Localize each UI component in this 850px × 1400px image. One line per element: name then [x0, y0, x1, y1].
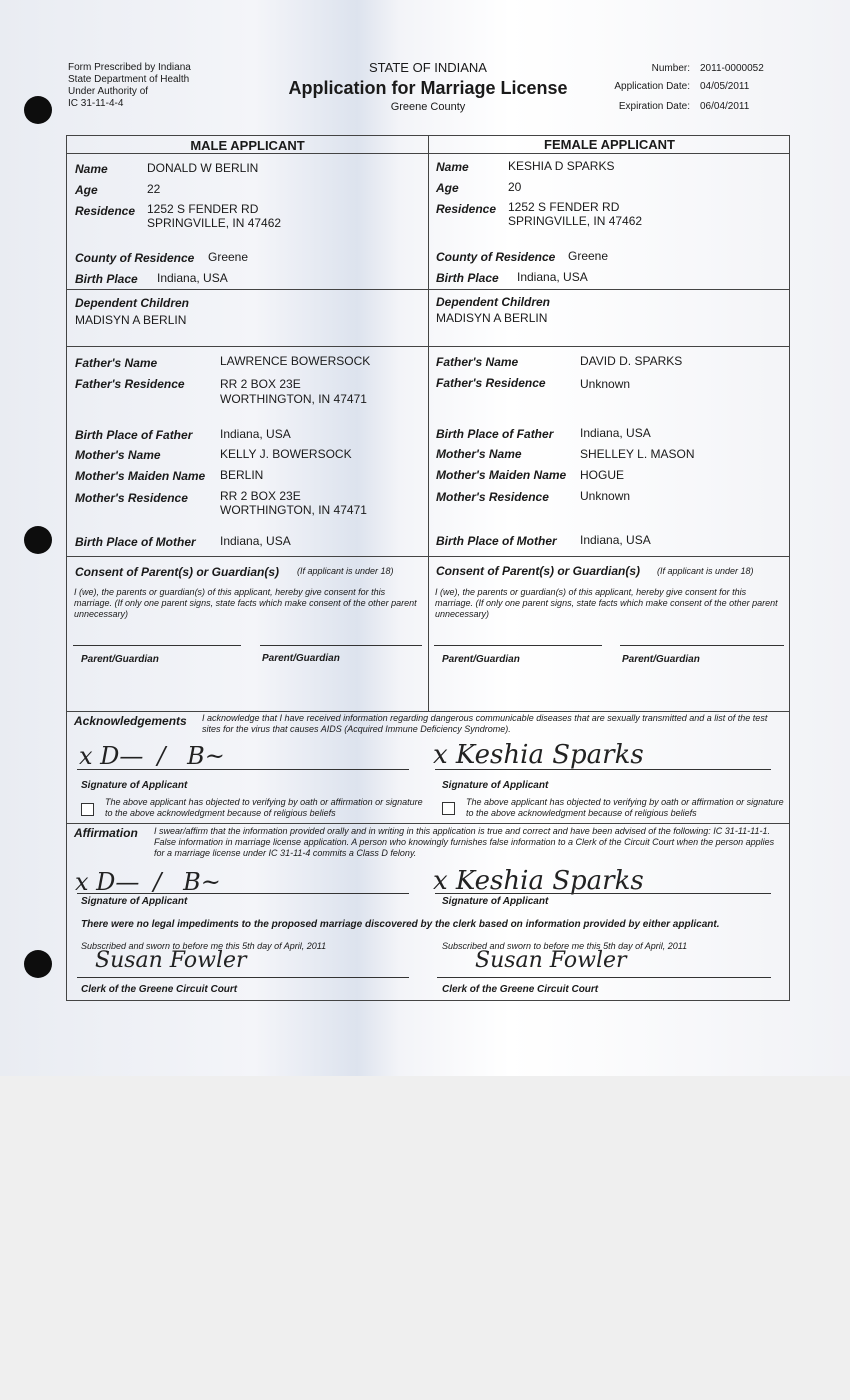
- religious-objection-checkbox[interactable]: [81, 803, 94, 816]
- male-birth-place: Indiana, USA: [157, 271, 228, 285]
- signature-line: [77, 769, 409, 770]
- objection-text: The above applicant has objected to verifying by oath or affirmation or signature to the above acknowledgment because of religious beliefs: [466, 797, 784, 818]
- father-residence-label: Father's Residence: [75, 377, 185, 391]
- dependents-label: Dependent Children: [436, 295, 551, 309]
- app-date-label: Application Date:: [614, 81, 690, 92]
- signature-label: Signature of Applicant: [81, 896, 188, 907]
- mother-residence-label: Mother's Residence: [436, 490, 549, 504]
- female-mother-maiden: HOGUE: [580, 468, 625, 482]
- female-name: KESHIA D SPARKS: [508, 159, 615, 173]
- male-father-residence-line2: WORTHINGTON, IN 47471: [220, 392, 367, 406]
- clerk-signature: Susan Fowler: [95, 948, 247, 973]
- sworn-statement: Subscribed and sworn to before me this 5th day of April, 2011: [442, 941, 688, 951]
- male-signature: x D—/ B~: [79, 742, 225, 770]
- male-father-name: LAWRENCE BOWERSOCK: [220, 354, 371, 368]
- male-heading: MALE APPLICANT: [190, 138, 305, 153]
- affirmation-label: Affirmation: [74, 826, 138, 840]
- signature-line: [437, 977, 771, 978]
- parent-signature-line: [73, 645, 241, 646]
- clerk-label: Clerk of the Greene Circuit Court: [442, 984, 599, 995]
- mother-maiden-label: Mother's Maiden Name: [436, 468, 567, 482]
- female-age: 20: [508, 180, 522, 194]
- female-heading: FEMALE APPLICANT: [544, 137, 675, 152]
- female-father-birth: Indiana, USA: [580, 426, 651, 440]
- parent-guardian-label: Parent/Guardian: [622, 654, 700, 665]
- signature-label: Signature of Applicant: [442, 896, 549, 907]
- female-dependents: MADISYN A BERLIN: [436, 311, 548, 325]
- consent-label: Consent of Parent(s) or Guardian(s): [436, 564, 641, 578]
- name-label: Name: [436, 160, 469, 174]
- birth-place-label: Birth Place: [75, 272, 138, 286]
- female-signature: x Keshia Sparks: [433, 740, 644, 770]
- signature-label: Signature of Applicant: [81, 780, 188, 791]
- mother-name-label: Mother's Name: [436, 447, 522, 461]
- female-mother-birth: Indiana, USA: [580, 533, 651, 547]
- parent-guardian-label: Parent/Guardian: [262, 653, 340, 664]
- female-birth-place: Indiana, USA: [517, 270, 588, 284]
- signature-line: [435, 769, 771, 770]
- father-birth-label: Birth Place of Father: [75, 428, 193, 442]
- sworn-statement: Subscribed and sworn to before me this 5th day of April, 2011: [81, 941, 327, 951]
- parent-signature-line: [620, 645, 784, 646]
- mother-maiden-label: Mother's Maiden Name: [75, 469, 206, 483]
- male-signature: x D—/ B~: [75, 868, 221, 896]
- parent-signature-line: [434, 645, 602, 646]
- male-father-birth: Indiana, USA: [220, 427, 291, 441]
- dependents-label: Dependent Children: [75, 296, 190, 310]
- female-residence-line2: SPRINGVILLE, IN 47462: [508, 214, 643, 228]
- state-heading: STATE OF INDIANA: [369, 60, 487, 75]
- birth-place-label: Birth Place: [436, 271, 499, 285]
- male-residence-line1: 1252 S FENDER RD: [147, 202, 259, 216]
- form-line: IC 31-11-4-4: [68, 98, 124, 109]
- application-form: [66, 135, 790, 1001]
- number-value: 2011-0000052: [700, 63, 764, 74]
- father-birth-label: Birth Place of Father: [436, 427, 554, 441]
- signature-line: [77, 893, 409, 894]
- consent-note: (If applicant is under 18): [657, 566, 754, 576]
- consent-note: (If applicant is under 18): [297, 566, 394, 576]
- exp-date-label: Expiration Date:: [618, 101, 690, 112]
- clerk-label: Clerk of the Greene Circuit Court: [81, 984, 238, 995]
- app-date-value: 04/05/2011: [700, 81, 750, 92]
- female-mother-name: SHELLEY L. MASON: [580, 447, 695, 461]
- punch-hole: [24, 950, 52, 978]
- parent-guardian-label: Parent/Guardian: [81, 654, 159, 665]
- page-title: Application for Marriage License: [288, 78, 568, 98]
- mother-birth-label: Birth Place of Mother: [436, 534, 557, 548]
- female-residence-line1: 1252 S FENDER RD: [508, 200, 620, 214]
- age-label: Age: [75, 183, 98, 197]
- male-name: DONALD W BERLIN: [147, 161, 259, 175]
- male-mother-name: KELLY J. BOWERSOCK: [220, 447, 352, 461]
- divider: [67, 823, 789, 824]
- female-father-name: DAVID D. SPARKS: [580, 354, 683, 368]
- acknowledgements-text: I acknowledge that I have received information regarding dangerous communicable diseases that are sexually transmitted and a list of the test sites for the virus that causes AIDS (Acquired Immune Deficiency Syndrome).: [202, 713, 768, 734]
- female-county: Greene: [568, 249, 609, 263]
- divider: [67, 711, 789, 712]
- residence-label: Residence: [436, 202, 497, 216]
- male-mother-residence-line1: RR 2 BOX 23E: [220, 489, 301, 503]
- impediments-statement: There were no legal impediments to the proposed marriage discovered by the clerk based on information provided by either applicant.: [81, 919, 720, 930]
- father-residence-label: Father's Residence: [436, 376, 546, 390]
- clerk-signature: Susan Fowler: [475, 948, 627, 973]
- male-father-residence-line1: RR 2 BOX 23E: [220, 377, 301, 391]
- punch-hole: [24, 96, 52, 124]
- consent-text: I (we), the parents or guardian(s) of this applicant, hereby give consent for this marriage. (If only one parent signs, state facts which make consent of the other parent unnecessary): [435, 587, 778, 619]
- female-mother-residence: Unknown: [580, 489, 631, 503]
- male-age: 22: [147, 182, 161, 196]
- male-mother-maiden: BERLIN: [220, 468, 264, 482]
- affirmation-text: I swear/affirm that the information provided orally and in writing in this application is true and correct and have been advised of the following: IC 31-11-11-1. False information in marriage license application. A person who knowingly furnishes false information to a Clerk of the Circuit Court when the person applies for a marriage license under IC 31-11-4 commits a Class D felony.: [154, 826, 775, 858]
- father-name-label: Father's Name: [436, 355, 519, 369]
- male-mother-birth: Indiana, USA: [220, 534, 291, 548]
- female-signature: x Keshia Sparks: [433, 866, 644, 896]
- residence-label: Residence: [75, 204, 136, 218]
- parent-guardian-label: Parent/Guardian: [442, 654, 520, 665]
- form-line: State Department of Health: [68, 74, 190, 85]
- exp-date-value: 06/04/2011: [700, 101, 750, 112]
- column-divider: [428, 136, 429, 711]
- religious-objection-checkbox[interactable]: [442, 802, 455, 815]
- acknowledgements-label: Acknowledgements: [74, 714, 187, 728]
- consent-label: Consent of Parent(s) or Guardian(s): [75, 565, 280, 579]
- county-heading: Greene County: [390, 101, 466, 113]
- signature-line: [77, 977, 409, 978]
- form-authority: [68, 62, 191, 110]
- male-mother-residence-line2: WORTHINGTON, IN 47471: [220, 503, 367, 517]
- consent-text: I (we), the parents or guardian(s) of this applicant, hereby give consent for this marriage. (If only one parent signs, state facts which make consent of the other parent unnecessary): [74, 587, 417, 619]
- age-label: Age: [436, 181, 459, 195]
- male-county: Greene: [208, 250, 249, 264]
- name-label: Name: [75, 162, 108, 176]
- signature-line: [435, 893, 771, 894]
- county-label: County of Residence: [436, 250, 556, 264]
- male-dependents: MADISYN A BERLIN: [75, 313, 187, 327]
- mother-birth-label: Birth Place of Mother: [75, 535, 196, 549]
- form-line: Under Authority of: [68, 86, 149, 97]
- punch-hole: [24, 526, 52, 554]
- number-label: Number:: [651, 63, 690, 74]
- father-name-label: Father's Name: [75, 356, 158, 370]
- mother-name-label: Mother's Name: [75, 448, 161, 462]
- signature-label: Signature of Applicant: [442, 780, 549, 791]
- female-father-residence: Unknown: [580, 377, 631, 391]
- male-residence-line2: SPRINGVILLE, IN 47462: [147, 216, 282, 230]
- objection-text: The above applicant has objected to verifying by oath or affirmation or signature to the above acknowledgment because of religious beliefs: [105, 797, 423, 818]
- parent-signature-line: [260, 645, 422, 646]
- form-line: Form Prescribed by Indiana: [68, 62, 191, 73]
- mother-residence-label: Mother's Residence: [75, 491, 188, 505]
- county-label: County of Residence: [75, 251, 195, 265]
